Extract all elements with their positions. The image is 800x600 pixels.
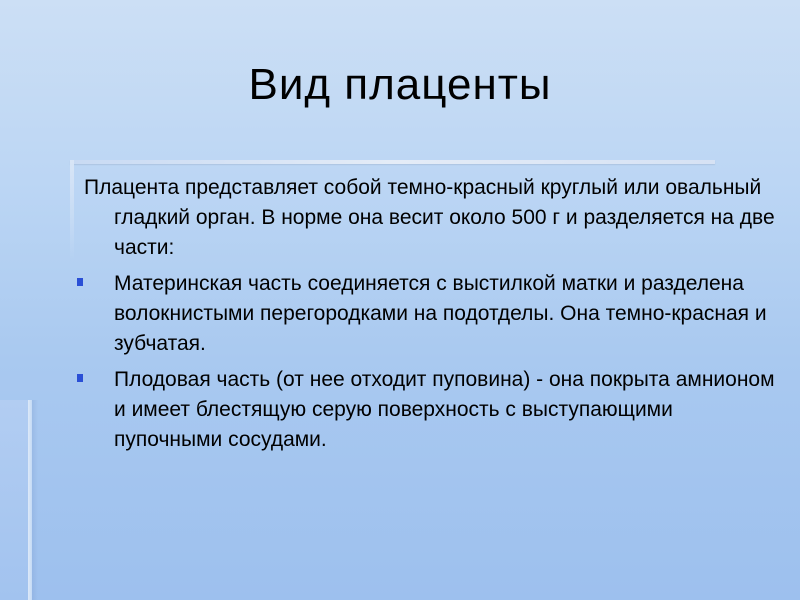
title-divider-vertical: [70, 160, 74, 260]
decorative-stripe-shadow: [32, 400, 38, 600]
slide-title: Вид плаценты: [248, 60, 552, 109]
slide-body: [84, 173, 784, 455]
bullet-text: Материнская часть соединяется с выстилкой матки и разделена волокнистыми перегородками на подотделы. Она темно-красная и зубчатая.: [114, 272, 767, 355]
square-bullet-icon: [77, 374, 83, 382]
decorative-stripe: [0, 400, 28, 600]
bullet-text: Плодовая часть (от нее отходит пуповина) - она покрыта амнионом и имеет блестящую серую поверхность с выступающими пупочными сосудами.: [114, 368, 775, 451]
square-bullet-icon: [77, 278, 83, 286]
intro-paragraph: Плацента представляет собой темно-красный круглый или овальный гладкий орган. В норме она весит около 500 г и разделяется на две части:: [84, 176, 775, 259]
title-divider: [70, 160, 715, 164]
bullet-item-fetal: [84, 365, 784, 455]
bullet-item-maternal: [84, 269, 784, 359]
